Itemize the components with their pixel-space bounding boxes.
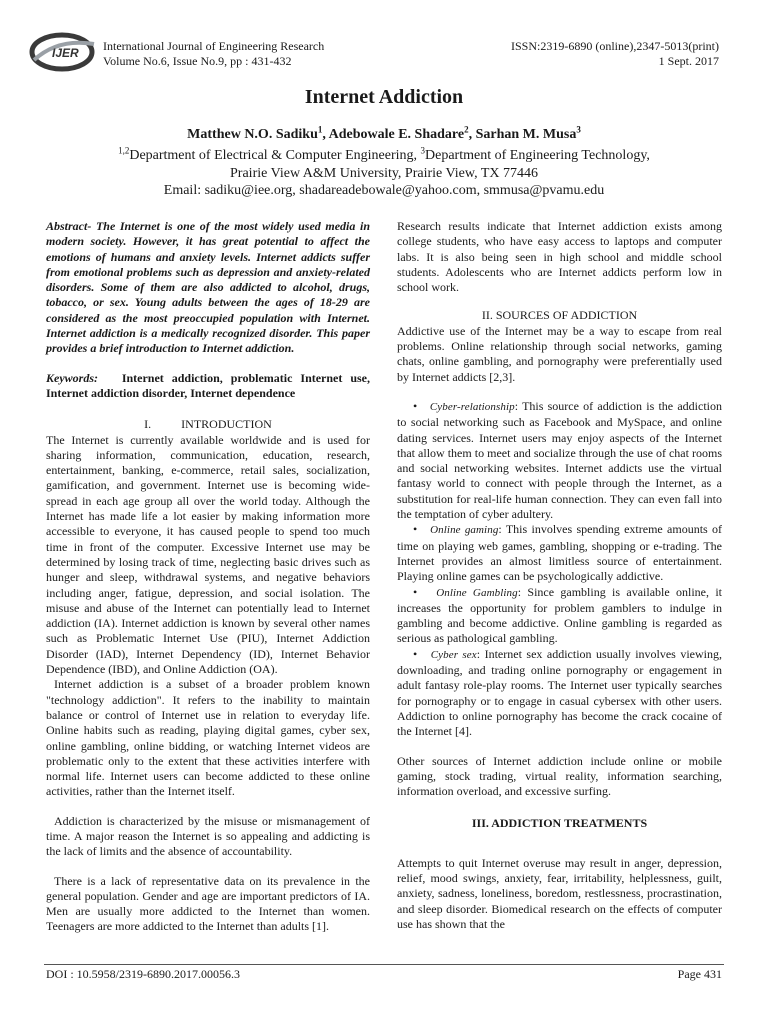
intro-paragraph: The Internet is currently available worldwide and is used for sharing information, communication, education, research, entertainment, banking, e-commerce, retail sales, socialization, gamification, and government. Internet use is becoming wide-spread in each age group all over the world today. Although the Internet has made life a lot easier by making information more accessible to everyone, it has caused people to spend too much time in front of the computer. Excessive Internet use may be determined by losing track of time, neglecting basic drives such as hunger and sleep, withdrawal systems, and negative behaviors including anger, fatigue, depression, and social isolation. The misuse and abuse of the Internet can potentially lead to Internet addiction (IA). Internet addiction is known by several other names such as Problematic Internet Use (PIU), Internet Addiction Disorder (IAD), Internet Dependency (ID), Internet Behavior Dependence (IBD), and Online Addiction (OA). <box>46 432 370 677</box>
bullet-item: • Cyber sex: Internet sex addiction usually involves viewing, downloading, and trading online pornography or engagement in adult fantasy role-play rooms. The Internet user typically searches for pornography or to engage in casual cybersex with other users. Addiction to online pornography has become the crack cocaine of the Internet [4]. <box>397 646 723 739</box>
author-sup: 2 <box>464 124 469 135</box>
journal-volume: Volume No.6, Issue No.9, pp : 431-432 <box>103 53 292 68</box>
author-sup: 1 <box>317 124 323 135</box>
section-heading-sources: II. SOURCES OF ADDICTION <box>481 308 638 323</box>
intro-paragraph: Addiction is characterized by the misuse or mismanagement of time. A major reason the Internet is so appealing and addicting is the lack of limits and the absence of accountability. <box>46 813 370 859</box>
affiliation-university: Prairie View A&M University, Prairie View, TX 77446 <box>230 165 538 181</box>
issn-header <box>511 39 719 68</box>
bullet-item: • Online gaming: This involves spending extreme amounts of time on playing web games, gambling, shopping or e-trading. The Internet provides an almost limitless source of entertainment. Playing online games can be psychologically addictive. <box>397 522 722 584</box>
keywords-label: Keywords: <box>46 370 98 385</box>
right-column <box>397 219 722 932</box>
bullet-icon: • <box>413 522 418 537</box>
section-heading-treatments: III. ADDICTION TREATMENTS <box>471 816 648 831</box>
footer-divider <box>44 964 724 965</box>
bullet-item: • Online Gambling: Since gambling is available online, it increases the opportunity for problem gamblers to indulge in gambling and become addictive. Online gambling is regarded as serious as pathological gambling. <box>397 584 723 646</box>
bullet-term: Online Gambling <box>436 586 518 599</box>
keywords-text: Internet addiction, problematic Internet use, Internet addiction disorder, Internet dependence <box>46 370 370 400</box>
section-heading-introduction: I. INTRODUCTION <box>144 417 272 432</box>
journal-header <box>103 39 324 68</box>
affiliation: $^{1,2}$Department of Electrical & Computer Engineering, $^3$Department of Engineering Technology, Prairie View A&M University, Prairie View, TX 77446 Email: sadiku@iee.org, shadareadebowale@yahoo.com, smmusa@pvamu.edu <box>0 147 768 200</box>
affiliation-emails: Email: sadiku@iee.org, shadareadebowale@yahoo.com, smmusa@pvamu.edu <box>163 183 605 198</box>
intro-paragraph: There is a lack of representative data on its prevalence in the general population. Gender and age are important predictors of IA. Men are usually more addicted to the Internet than women. Teenagers are more addicted to the Internet than adults [1]. <box>46 873 370 934</box>
bullet-term: Cyber-relationship <box>429 400 515 413</box>
body-paragraph: Other sources of Internet addiction include online or mobile gaming, stock trading, virtual reality, information searching, information overload, and excessive surfing. <box>397 753 722 799</box>
page-number: Page 431 <box>677 967 722 981</box>
body-paragraph: Attempts to quit Internet overuse may result in anger, depression, relief, mood swings, anxiety, fear, irritability, helplessness, guilt, anxiety, sadness, loneliness, boredom, restlessness, procrastination, and sleep disorder. Biomedical research on the effects of computer use has shown that the <box>397 855 722 931</box>
affiliation-dept2: Department of Engineering Technology, <box>425 148 650 163</box>
bullet-item: • Cyber-relationship: This source of addiction is the addiction to social networking such as Facebook and MySpace, and online dating services. Internet users may enjoy aspects of the Internet that allow them to meet and socialize through the use of chat rooms and social networking websites. Internet addicts use the virtual fantasy world to connect with people through the Internet, as a substitution for real-life human connection. They can even fall into the temptation of cyber adultery. <box>397 398 722 522</box>
affiliation-dept1: Department of Electrical & Computer Engineering, <box>129 148 421 163</box>
author-list: Matthew N.O. Sadiku$^1$, Adebowale E. Shadare$^2$, Sarhan M. Musa$^3$ <box>187 124 581 142</box>
author-sup: 3 <box>576 124 581 135</box>
paper-title: Internet Addiction <box>304 86 464 108</box>
keywords <box>46 371 370 402</box>
publication-date: 1 Sept. 2017 <box>658 53 719 68</box>
issn: ISSN:2319-6890 (online),2347-5013(print) <box>511 39 719 53</box>
intro-paragraph: Internet addiction is a subset of a broader problem known "technology addiction". It refers to the inability to maintain balance or control of Internet use in relation to everyday life. Online habits such as reading, playing digital games, cyber sex, online gambling, online bidding, or watching Internet videos are problematic only to the extent that these activities interfere with normal life. Internet users can become addicted to these online activities, rather than the Internet itself. <box>46 677 370 799</box>
body-paragraph: Research results indicate that Internet addiction exists among college students, who have easy access to laptops and computer labs. It is also being seen in high school and middle school students. Adolescents who are Internet addicts perform low in school work. <box>397 219 722 295</box>
journal-logo <box>28 30 100 74</box>
doi: DOI : 10.5958/2319-6890.2017.00056.3 <box>46 967 240 981</box>
body-paragraph: Addictive use of the Internet may be a way to escape from real problems. Online relationship through social networks, gaming chats, online gambling, and pornography were preferentially used by Internet addicts [2,3]. <box>397 323 722 384</box>
author-name: Matthew N.O. Sadiku <box>187 127 318 142</box>
abstract: Abstract- The Internet is one of the most widely used media in modern society. However, it has great potential to affect the emotions of humans and anxiety levels. Internet addicts suffer from emotional problems such as depression and anxiety-related disorders. Some of them are also addicted to alcohol, drugs, tobacco, or sex. Young adults between the ages of 18-29 are considered as the most preoccupied population with Internet. Internet addiction is a medically recognized disorder. This paper provides a brief introduction to Internet addiction. <box>46 219 370 356</box>
bullet-term: Cyber sex <box>430 648 477 661</box>
journal-name: International Journal of Engineering Research <box>103 39 325 53</box>
author-name: Sarhan M. Musa <box>475 127 577 142</box>
bullet-term: Online gaming <box>430 524 499 537</box>
bullet-icon: • <box>413 646 418 661</box>
author-name: Adebowale E. Shadare <box>328 127 465 142</box>
logo-text: IJER <box>52 46 79 60</box>
bullet-icon: • <box>413 398 418 413</box>
bullet-icon: • <box>413 584 418 599</box>
left-column <box>46 219 370 935</box>
